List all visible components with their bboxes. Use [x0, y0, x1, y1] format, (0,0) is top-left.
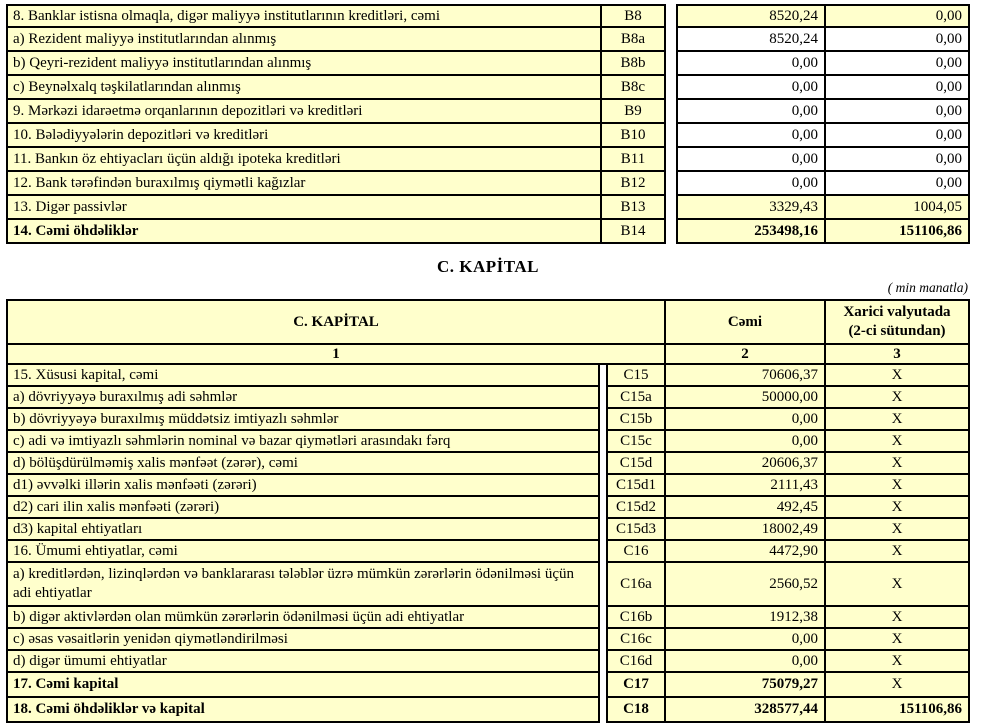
row-label: a) Rezident maliyyə institutlarından alınmış	[6, 28, 602, 52]
row-code: B11	[602, 148, 666, 172]
total-value: 492,45	[666, 497, 826, 519]
column-gap	[666, 4, 676, 28]
row-label: c) Beynəlxalq təşkilatlarından alınmış	[6, 76, 602, 100]
foreign-currency-value: 151106,86	[826, 698, 970, 723]
table-row	[6, 607, 1000, 629]
foreign-currency-value: 0,00	[826, 4, 970, 28]
header-title: C. KAPİTAL	[6, 299, 666, 345]
foreign-currency-value: X	[826, 365, 970, 387]
table-row	[6, 387, 1000, 409]
total-value: 0,00	[666, 409, 826, 431]
table-row	[6, 651, 1000, 673]
total-value: 8520,24	[676, 4, 826, 28]
row-code: C15d	[606, 453, 666, 475]
row-label: b) digər aktivlərdən olan mümkün zərərlərin ödənilməsi üçün adi ehtiyatlar	[6, 607, 600, 629]
foreign-currency-value: X	[826, 563, 970, 607]
header-foreign-line2: (2-ci sütundan)	[848, 323, 946, 339]
row-code: B8c	[602, 76, 666, 100]
column-gap	[666, 220, 676, 244]
row-code: C15c	[606, 431, 666, 453]
foreign-currency-value: X	[826, 673, 970, 698]
row-label: d) digər ümumi ehtiyatlar	[6, 651, 600, 673]
table-row	[6, 28, 1000, 52]
table-row	[6, 172, 1000, 196]
foreign-currency-value: 0,00	[826, 148, 970, 172]
foreign-currency-value: X	[826, 651, 970, 673]
total-value: 1912,38	[666, 607, 826, 629]
row-label: 12. Bank tərəfindən buraxılmış qiymətli kağızlar	[6, 172, 602, 196]
row-label: c) əsas vəsaitlərin yenidən qiymətləndirilməsi	[6, 629, 600, 651]
row-code: B10	[602, 124, 666, 148]
foreign-currency-value: 0,00	[826, 28, 970, 52]
row-code: C15d1	[606, 475, 666, 497]
table-row	[6, 563, 1000, 607]
unit-note: ( min manatla)	[887, 280, 968, 295]
header-foreign-line1: Xarici valyutada	[843, 304, 951, 321]
foreign-currency-value: X	[826, 453, 970, 475]
row-code: B13	[602, 196, 666, 220]
row-label: 8. Banklar istisna olmaqla, digər maliyyə institutlarının kreditləri, cəmi	[6, 4, 602, 28]
row-label: 11. Bankın öz ehtiyacları üçün aldığı ipoteka kreditləri	[6, 148, 602, 172]
total-value: 2111,43	[666, 475, 826, 497]
header-total: Cəmi	[666, 299, 826, 345]
column-gap	[666, 28, 676, 52]
column-number-row	[6, 345, 1000, 365]
row-label: 13. Digər passivlər	[6, 196, 602, 220]
foreign-currency-value: X	[826, 541, 970, 563]
row-label: b) Qeyri-rezident maliyyə institutlarından alınmış	[6, 52, 602, 76]
row-label: 14. Cəmi öhdəliklər	[6, 220, 602, 244]
column-gap	[666, 76, 676, 100]
header-foreign-currency	[826, 299, 970, 345]
foreign-currency-value: X	[826, 629, 970, 651]
liabilities-table	[6, 4, 1000, 244]
row-label: b) dövriyyəyə buraxılmış müddətsiz imtiyazlı səhmlər	[6, 409, 600, 431]
row-code: C16b	[606, 607, 666, 629]
total-value: 0,00	[676, 172, 826, 196]
column-gap	[666, 124, 676, 148]
foreign-currency-value: X	[826, 497, 970, 519]
row-label: d1) əvvəlki illərin xalis mənfəəti (zərəri)	[6, 475, 600, 497]
total-value: 4472,90	[666, 541, 826, 563]
foreign-currency-value: 0,00	[826, 76, 970, 100]
table-header-row	[6, 299, 1000, 345]
total-value: 0,00	[676, 76, 826, 100]
foreign-currency-value: 0,00	[826, 100, 970, 124]
total-value: 2560,52	[666, 563, 826, 607]
row-code: C16	[606, 541, 666, 563]
row-code: B8	[602, 4, 666, 28]
foreign-currency-value: X	[826, 431, 970, 453]
table-row	[6, 409, 1000, 431]
row-label: c) adi və imtiyazlı səhmlərin nominal və bazar qiymətləri arasındakı fərq	[6, 431, 600, 453]
table-row	[6, 124, 1000, 148]
table-row	[6, 365, 1000, 387]
total-value: 0,00	[676, 148, 826, 172]
foreign-currency-value: 0,00	[826, 124, 970, 148]
column-number-1: 1	[6, 345, 666, 365]
total-value: 20606,37	[666, 453, 826, 475]
table-row	[6, 100, 1000, 124]
row-code: B12	[602, 172, 666, 196]
total-value: 0,00	[676, 52, 826, 76]
column-gap	[666, 148, 676, 172]
table-row	[6, 519, 1000, 541]
total-value: 0,00	[666, 431, 826, 453]
total-value: 3329,43	[676, 196, 826, 220]
row-code: B14	[602, 220, 666, 244]
total-value: 50000,00	[666, 387, 826, 409]
row-label: 17. Cəmi kapital	[6, 673, 600, 698]
table-row	[6, 196, 1000, 220]
row-label: d3) kapital ehtiyatları	[6, 519, 600, 541]
table-row	[6, 475, 1000, 497]
column-gap	[666, 172, 676, 196]
total-value: 253498,16	[676, 220, 826, 244]
foreign-currency-value: 0,00	[826, 172, 970, 196]
foreign-currency-value: 0,00	[826, 52, 970, 76]
table-row-total-liabilities	[6, 220, 1000, 244]
table-row	[6, 4, 1000, 28]
row-code: B8b	[602, 52, 666, 76]
total-value: 0,00	[676, 124, 826, 148]
row-label: a) dövriyyəyə buraxılmış adi səhmlər	[6, 387, 600, 409]
foreign-currency-value: X	[826, 409, 970, 431]
table-row	[6, 541, 1000, 563]
total-value: 0,00	[666, 651, 826, 673]
table-row	[6, 453, 1000, 475]
row-label: 16. Ümumi ehtiyatlar, cəmi	[6, 541, 600, 563]
row-code: C15	[606, 365, 666, 387]
row-label: d) bölüşdürülməmiş xalis mənfəət (zərər), cəmi	[6, 453, 600, 475]
row-label: 10. Bələdiyyələrin depozitləri və kreditləri	[6, 124, 602, 148]
row-label: 15. Xüsusi kapital, cəmi	[6, 365, 600, 387]
total-value: 8520,24	[676, 28, 826, 52]
table-row	[6, 148, 1000, 172]
row-code: C15b	[606, 409, 666, 431]
foreign-currency-value: X	[826, 387, 970, 409]
table-row-total-liabilities-and-capital	[6, 698, 1000, 723]
table-row	[6, 52, 1000, 76]
row-code: B9	[602, 100, 666, 124]
foreign-currency-value: X	[826, 475, 970, 497]
total-value: 0,00	[666, 629, 826, 651]
row-code: B8a	[602, 28, 666, 52]
table-row	[6, 76, 1000, 100]
row-label: 9. Mərkəzi idarəetmə orqanlarının depozitləri və kreditləri	[6, 100, 602, 124]
total-value: 18002,49	[666, 519, 826, 541]
column-gap	[666, 196, 676, 220]
row-code: C15d2	[606, 497, 666, 519]
foreign-currency-value: X	[826, 519, 970, 541]
column-number-3: 3	[826, 345, 970, 365]
row-code: C15a	[606, 387, 666, 409]
row-code: C16d	[606, 651, 666, 673]
row-code: C15d3	[606, 519, 666, 541]
table-row	[6, 431, 1000, 453]
row-label: d2) cari ilin xalis mənfəəti (zərəri)	[6, 497, 600, 519]
column-gap	[666, 100, 676, 124]
foreign-currency-value: 151106,86	[826, 220, 970, 244]
column-gap	[666, 52, 676, 76]
section-heading: C. KAPİTAL	[437, 257, 539, 276]
foreign-currency-value: X	[826, 607, 970, 629]
table-row	[6, 497, 1000, 519]
column-number-2: 2	[666, 345, 826, 365]
total-value: 328577,44	[666, 698, 826, 723]
row-code: C17	[606, 673, 666, 698]
table-row	[6, 629, 1000, 651]
table-row-total-capital	[6, 673, 1000, 698]
row-code: C16c	[606, 629, 666, 651]
row-label: 18. Cəmi öhdəliklər və kapital	[6, 698, 600, 723]
row-label: a) kreditlərdən, lizinqlərdən və banklararası tələblər üzrə mümkün zərərlərin ödənilməsi üçün adi ehtiyatlar	[6, 563, 600, 607]
foreign-currency-value: 1004,05	[826, 196, 970, 220]
row-code: C16a	[606, 563, 666, 607]
total-value: 70606,37	[666, 365, 826, 387]
capital-table	[6, 299, 1000, 723]
row-code: C18	[606, 698, 666, 723]
total-value: 0,00	[676, 100, 826, 124]
total-value: 75079,27	[666, 673, 826, 698]
